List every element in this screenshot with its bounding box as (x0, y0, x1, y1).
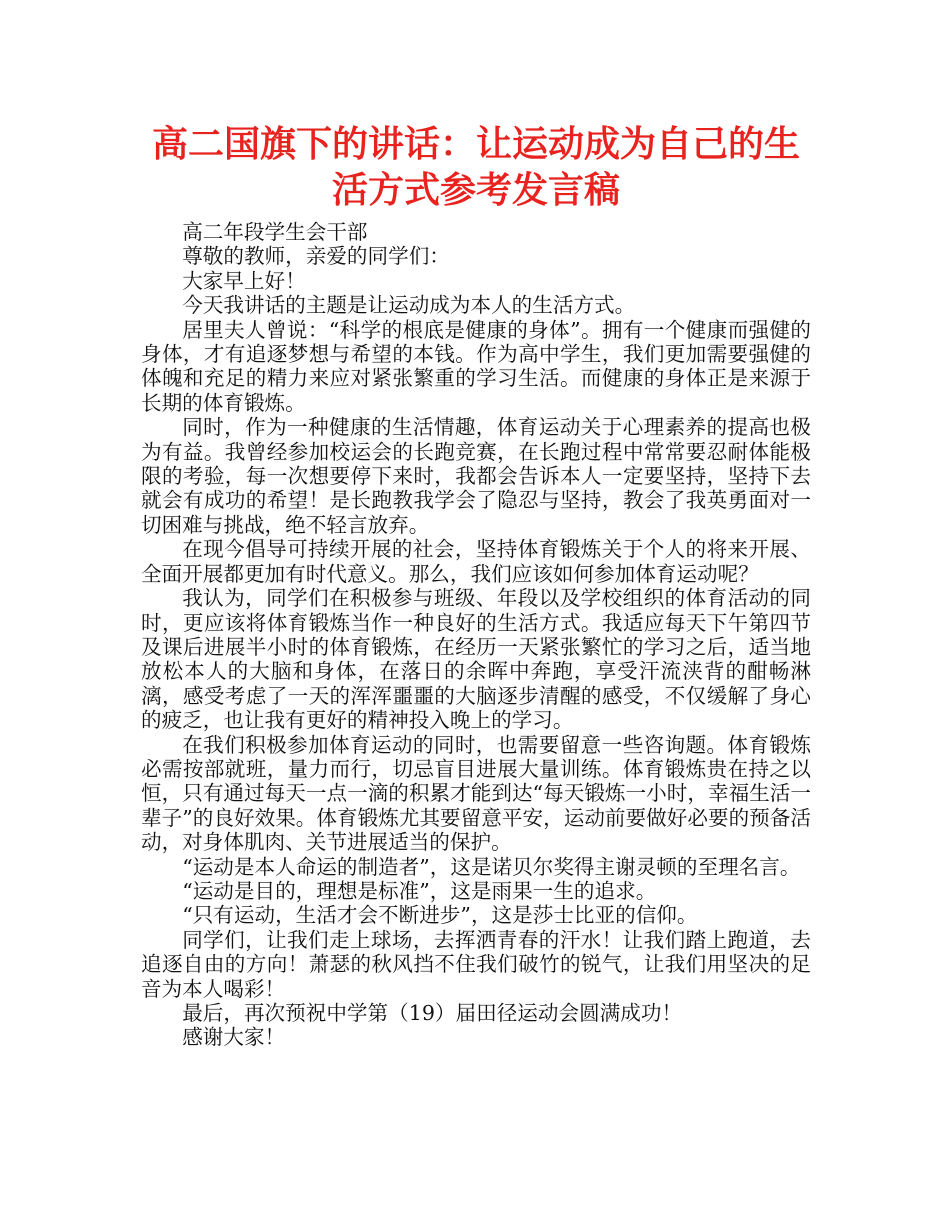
paragraph-salutation: 尊敬的教师，亲爱的同学们： (182, 244, 450, 269)
paragraph-quote: “运动是目的，理想是标准”，这是雨果一生的追求。 (182, 878, 657, 903)
paragraph-greeting: 大家早上好！ (182, 268, 306, 293)
paragraph-closing-wish: 最后，再次预祝中学第（19）届田径运动会圆满成功！ (182, 1001, 683, 1025)
paragraph: 我认为，同学们在积极参与班级、年段以及学校组织的体育活动的同时，更应该将体育锻炼当作一种良好的生活方式。我适应每天下午第四节及课后进展半小时的体育锻炼，在经历一天紧张繁忙的学习之后，适当地放松本人的大脑和身体，在落日的余晖中奔跑，享受汗流浃背的酣畅淋漓，感受考虑了一天的浑浑噩噩的大脑逐步清醒的感受，不仅缓解了身心的疲乏，也让我有更好的精神投入晚上的学习。 (141, 586, 811, 733)
paragraph: 同时，作为一种健康的生活情趣，体育运动关于心理素养的提高也极为有益。我曾经参加校运会的长跑竞赛，在长跑过程中常常要忍耐体能极限的考验，每一次想要停下来时，我都会告诉本人一定要坚持，坚持下去就会有成功的希望！是长跑教我学会了隐忍与坚持，教会了我英勇面对一切困难与挑战，绝不轻言放弃。 (141, 415, 811, 537)
paragraph-author: 高二年段学生会干部 (182, 220, 368, 244)
document-page (141, 122, 811, 1050)
paragraph: 在我们积极参加体育运动的同时，也需要留意一些咨询题。体育锻炼必需按部就班，量力而行，切忌盲目进展大量训练。体育锻炼贵在持之以恒，只有通过每天一点一滴的积累才能到达“每天锻炼一小时，幸福生活一辈子”的良好效果。体育锻炼尤其要留意平安，运动前要做好必要的预备活动，对身体肌肉、关节进展适当的保护。 (141, 732, 811, 855)
paragraph-quote: “运动是本人命运的制造者”，这是诺贝尔奖得主谢灵顿的至理名言。 (182, 854, 801, 879)
paragraph-thanks: 感谢大家！ (182, 1025, 286, 1050)
document-title: 高二国旗下的讲话：让运动成为自己的生活方式参考发言稿 (151, 124, 800, 211)
paragraph: 居里夫人曾说：“科学的根底是健康的身体”。拥有一个健康而强健的身体，才有追逐梦想与希望的本钱。作为高中学生，我们更加需要强健的体魄和充足的精力来应对紧张繁重的学习生活。而健康的身体正是来源于长期的体育锻炼。 (141, 317, 811, 415)
paragraph: 同学们，让我们走上球场，去挥洒青春的汗水！让我们踏上跑道，去追逐自由的方向！萧瑟的秋风挡不住我们破竹的锐气，让我们用坚决的足音为本人喝彩！ (141, 927, 811, 1001)
paragraph-theme: 今天我讲话的主题是让运动成为本人的生活方式。 (182, 293, 636, 318)
document-body (141, 220, 811, 1050)
paragraph-quote: “只有运动，生活才会不断进步”，这是莎士比亚的信仰。 (182, 903, 698, 928)
paragraph: 在现今倡导可持续开展的社会，坚持体育锻炼关于个人的将来开展、全面开展都更加有时代意义。那么，我们应该如何参加体育运动呢？ (141, 537, 811, 586)
